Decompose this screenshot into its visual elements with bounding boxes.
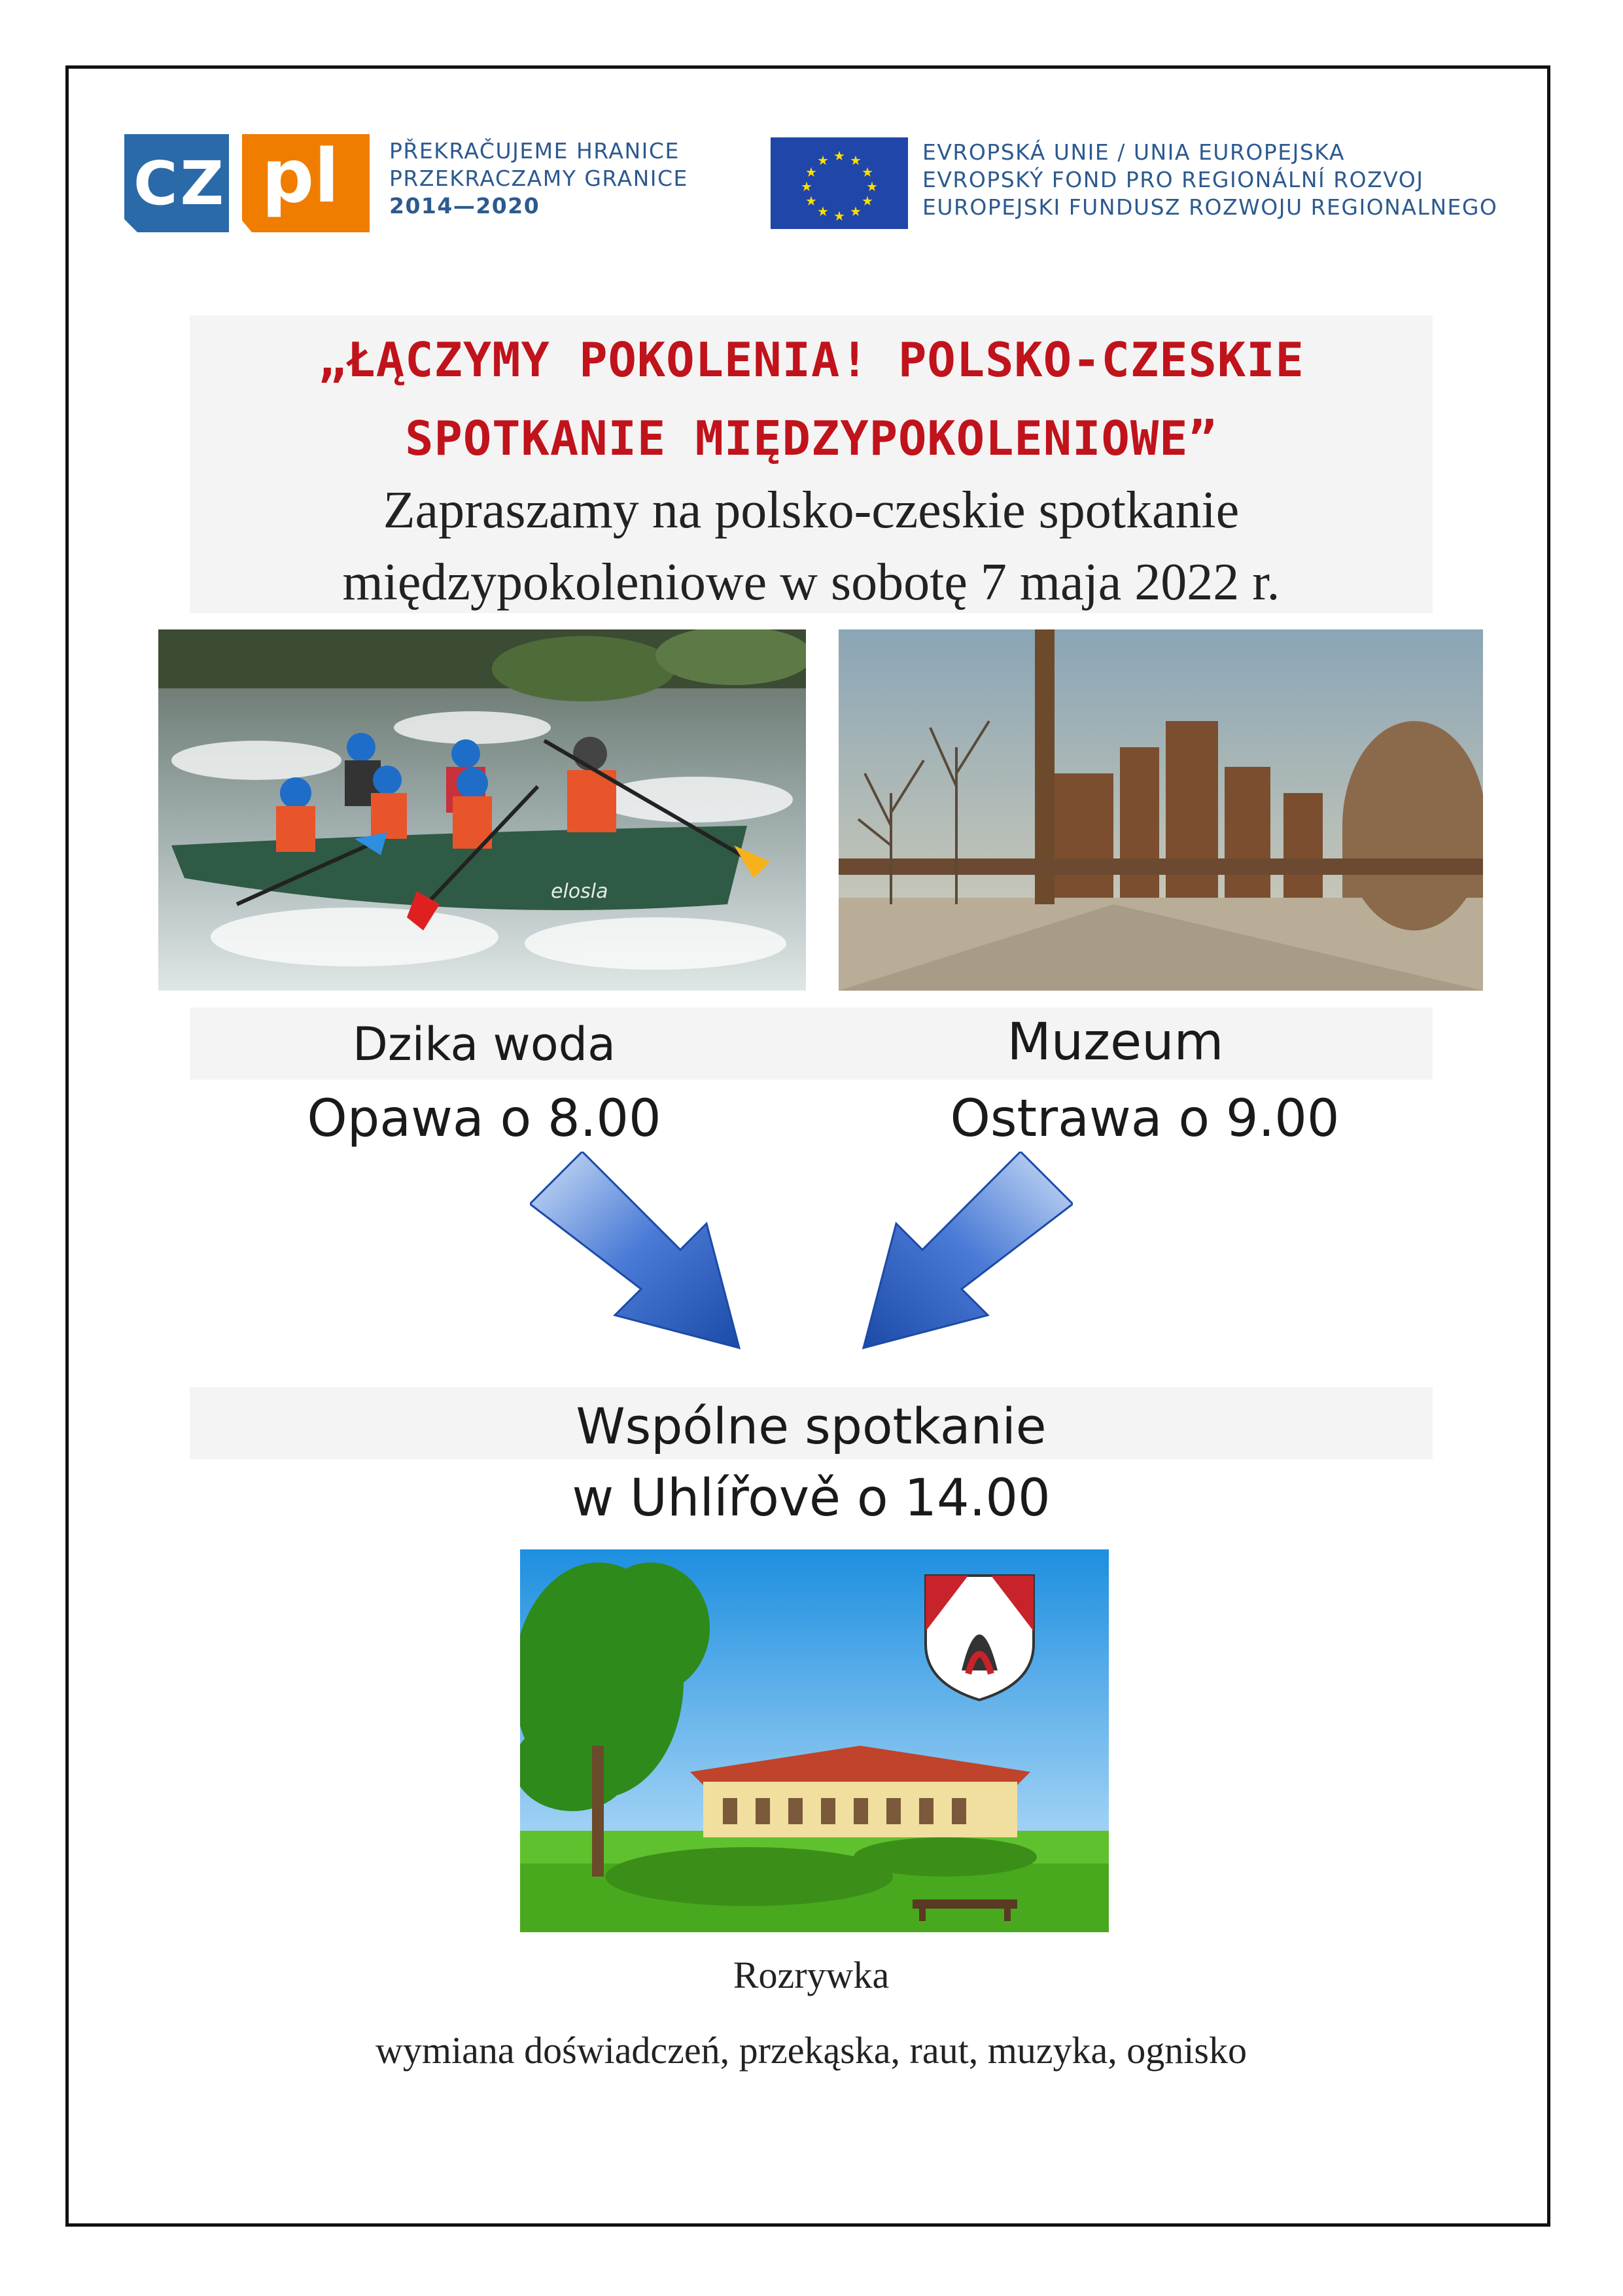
svg-text:★: ★: [850, 152, 862, 168]
museum-photo: [839, 629, 1483, 991]
activities-list: wymiana doświadczeń, przekąska, raut, muzyka, ognisko: [375, 2029, 1247, 2072]
coat-of-arms-icon: [922, 1572, 1037, 1703]
svg-text:★: ★: [817, 203, 829, 219]
meeting-line-2: w Uhlířově o 14.00: [572, 1469, 1051, 1528]
uhlirov-photo: [520, 1549, 1109, 1932]
svg-text:★: ★: [850, 203, 862, 219]
invitation-line-2: międzypokoleniowe w sobotę 7 maja 2022 r.: [342, 554, 1280, 611]
svg-text:elosla: elosla: [551, 880, 608, 903]
svg-text:★: ★: [862, 193, 873, 209]
svg-text:★: ★: [805, 193, 817, 209]
rafting-photo: [158, 629, 806, 991]
arrow-down-right-icon: [530, 1152, 752, 1354]
event-title-line-1: „ŁĄCZYMY POKOLENIA! POLSKO-CZESKIE: [318, 332, 1304, 387]
eu-caption: EVROPSKÁ UNIE / UNIA EUROPEJSKA EVROPSKÝ FOND PRO REGIONÁLNÍ ROZVOJ EUROPEJSKI FUNDUSZ ROZWOJU REGIONALNEGO: [922, 139, 1498, 220]
svg-text:★: ★: [833, 208, 845, 224]
event-title-line-2: SPOTKANIE MIĘDZYPOKOLENIOWE”: [405, 411, 1217, 466]
invitation-line-1: Zapraszamy na polsko-czeskie spotkanie: [383, 482, 1240, 539]
czpl-logo: [124, 134, 373, 232]
left-event-name: Dzika woda: [353, 1017, 616, 1071]
svg-text:★: ★: [862, 164, 873, 180]
entertainment-heading: Rozrywka: [733, 1954, 890, 1996]
svg-text:★: ★: [801, 179, 812, 194]
left-event-time: Opawa o 8.00: [307, 1089, 661, 1148]
svg-text:★: ★: [805, 164, 817, 180]
eu-flag-icon: [771, 137, 908, 229]
svg-text:★: ★: [866, 179, 878, 194]
right-event-time: Ostrawa o 9.00: [950, 1089, 1340, 1148]
meeting-line-1: Wspólne spotkanie: [576, 1397, 1047, 1455]
svg-text:★: ★: [833, 148, 845, 164]
pl-text: pl: [262, 134, 340, 219]
right-event-name: Muzeum: [1007, 1013, 1224, 1072]
czpl-caption: PŘEKRAČUJEME HRANICE PRZEKRACZAMY GRANICE 2014—2020: [389, 138, 688, 219]
cz-text: CZ: [133, 149, 227, 219]
svg-text:★: ★: [817, 152, 829, 168]
arrow-down-left-icon: [850, 1152, 1073, 1354]
